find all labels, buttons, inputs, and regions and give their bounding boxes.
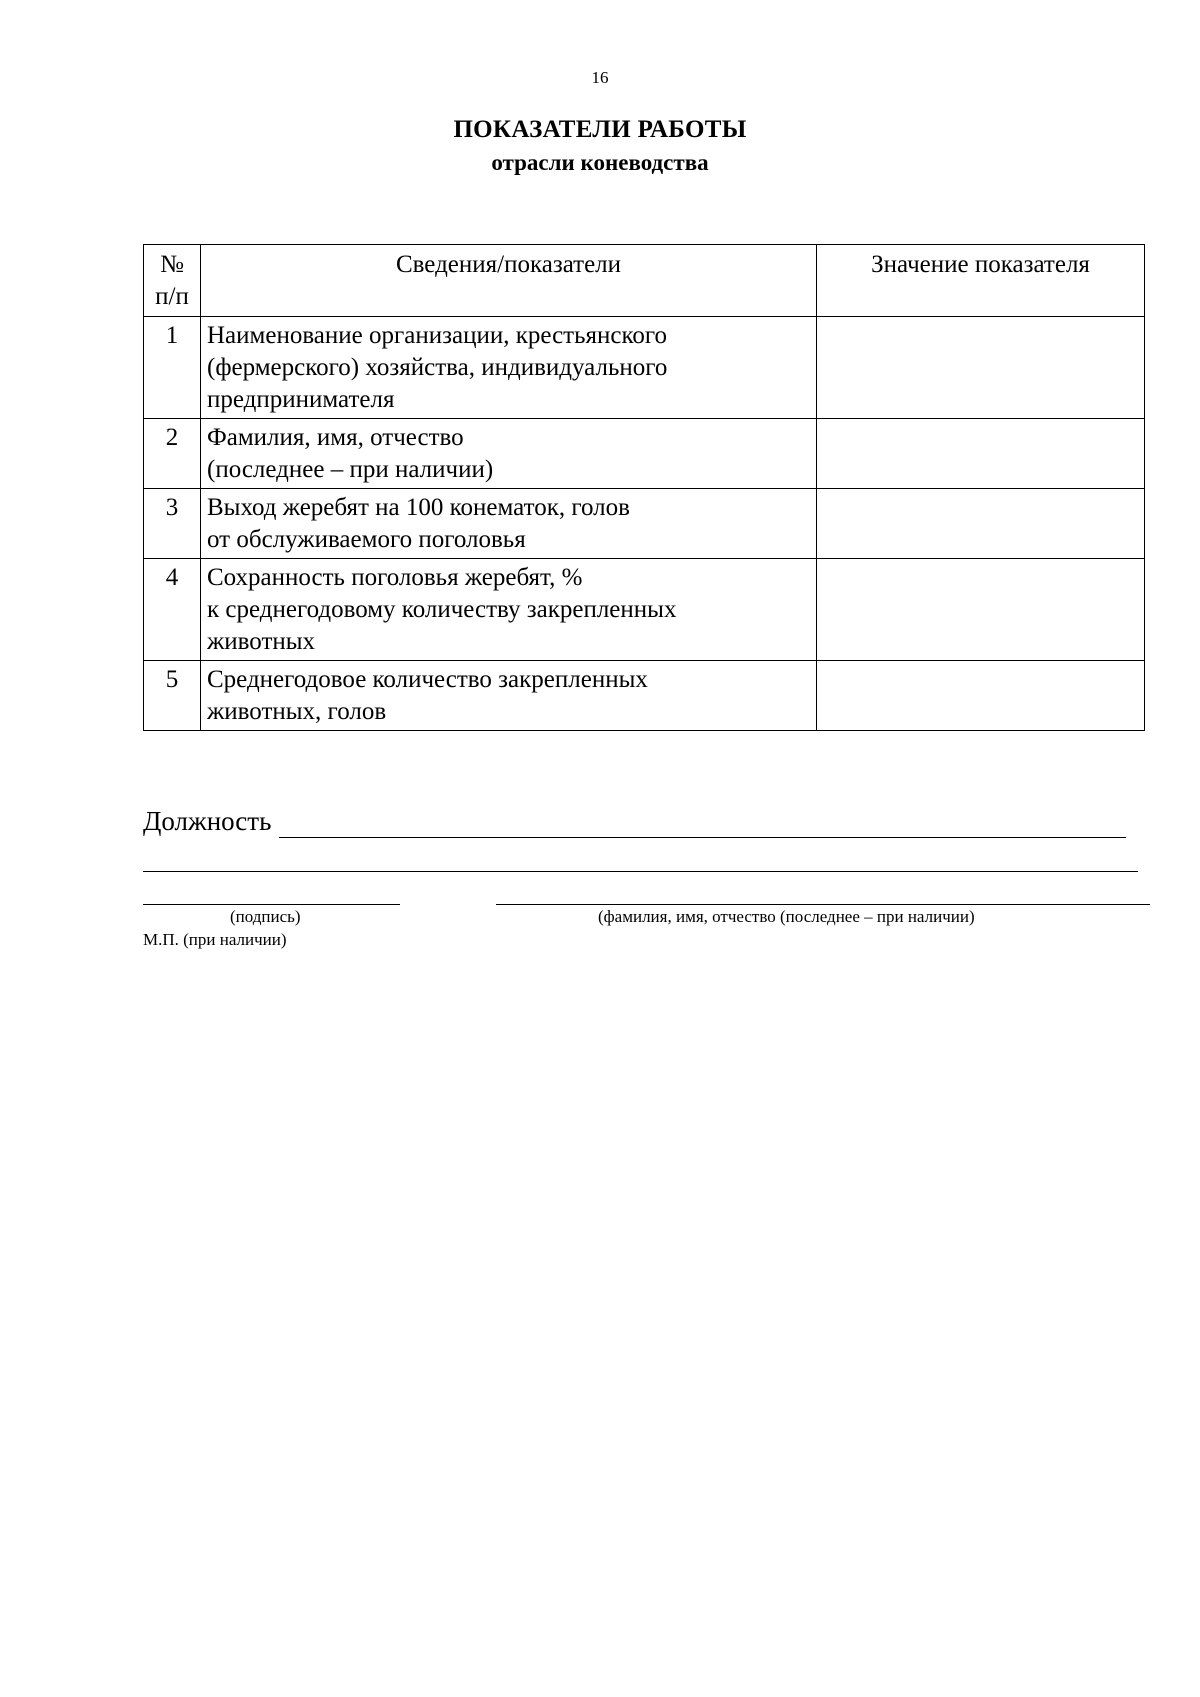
row-description (201, 317, 817, 419)
table-row (144, 559, 1145, 661)
row-description-line: (фермерского) хозяйства, индивидуального (207, 354, 668, 381)
row-description-line: животных (207, 628, 316, 655)
table-row (144, 419, 1145, 489)
column-header-number (144, 245, 201, 317)
row-number: 3 (144, 489, 201, 559)
row-description-line: Среднегодовое количество закрепленных (207, 666, 648, 693)
name-caption: (фамилия, имя, отчество (последнее – при наличии) (598, 907, 975, 926)
indicators-table (143, 244, 1145, 731)
row-description-line: к среднегодовому количеству закрепленных (207, 596, 677, 623)
name-line[interactable] (496, 904, 1150, 905)
position-label: Должность (143, 806, 272, 836)
stamp-caption: М.П. (при наличии) (143, 930, 287, 949)
signature-line[interactable] (143, 904, 400, 905)
page-number: 16 (591, 68, 609, 87)
row-value-field[interactable] (817, 489, 1145, 559)
table-row (144, 661, 1145, 731)
row-value-field[interactable] (817, 661, 1145, 731)
row-description-line: животных, голов (207, 698, 387, 725)
table-row (144, 489, 1145, 559)
row-description-line: от обслуживаемого поголовья (207, 526, 526, 553)
row-number: 1 (144, 317, 201, 419)
column-header-info: Сведения/показатели (201, 245, 817, 317)
row-description-line: Выход жеребят на 100 конематок, голов (207, 494, 630, 521)
row-description-line: Наименование организации, крестьянского (207, 322, 667, 349)
row-description (201, 489, 817, 559)
table-header-row (144, 245, 1145, 317)
row-number: 5 (144, 661, 201, 731)
page-subtitle: отрасли коневодства (491, 150, 709, 175)
column-header-number-line1: № (160, 251, 184, 278)
row-number: 4 (144, 559, 201, 661)
signature-caption: (подпись) (230, 907, 301, 926)
row-description (201, 661, 817, 731)
column-header-number-line2: п/п (155, 283, 189, 310)
column-header-value: Значение показателя (817, 245, 1145, 317)
row-value-field[interactable] (817, 419, 1145, 489)
row-description (201, 559, 817, 661)
position-continuation-line[interactable] (143, 871, 1138, 872)
row-description-line: Фамилия, имя, отчество (207, 424, 464, 451)
position-input-line[interactable] (279, 837, 1126, 838)
row-description-line: Сохранность поголовья жеребят, % (207, 564, 583, 591)
row-number: 2 (144, 419, 201, 489)
row-description (201, 419, 817, 489)
row-value-field[interactable] (817, 559, 1145, 661)
page-title: ПОКАЗАТЕЛИ РАБОТЫ (453, 116, 747, 143)
table-row (144, 317, 1145, 419)
row-description-line: предпринимателя (207, 386, 395, 413)
row-value-field[interactable] (817, 317, 1145, 419)
row-description-line: (последнее – при наличии) (207, 456, 494, 483)
